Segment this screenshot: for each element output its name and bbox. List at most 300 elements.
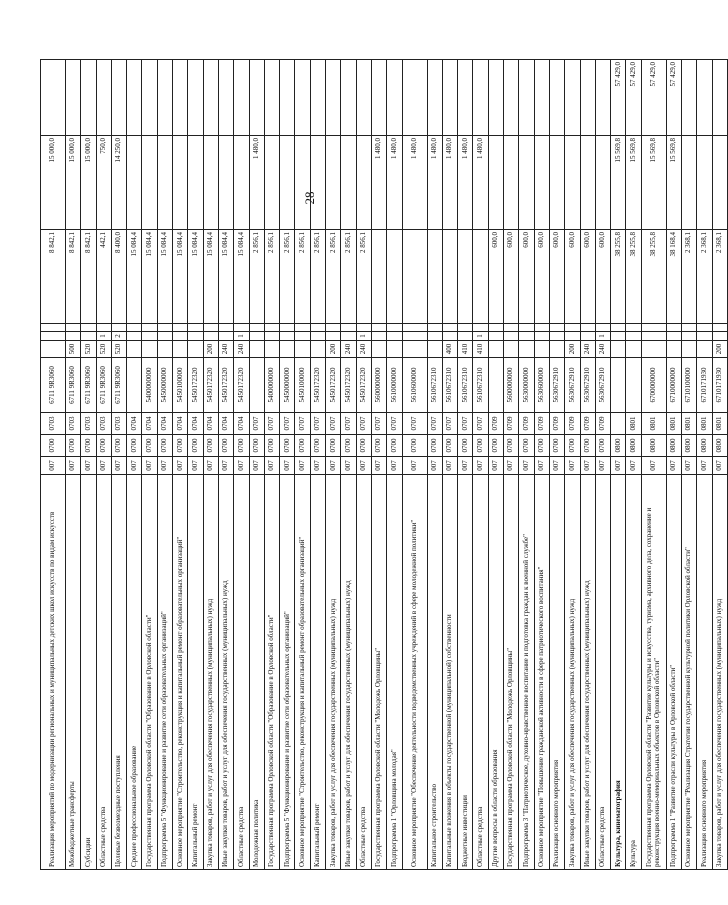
row-name: Реализация основного мероприятия — [697, 475, 712, 870]
extra-code — [234, 324, 249, 332]
subsection-code: 0707 — [473, 413, 488, 435]
admin-code: 007 — [402, 457, 427, 475]
extra-code — [681, 324, 696, 332]
section-code: 0800 — [626, 435, 641, 457]
table-row — [565, 60, 580, 870]
table-row — [473, 60, 488, 870]
admin-code: 007 — [681, 457, 696, 475]
table-row — [595, 60, 610, 870]
funding-source-code — [488, 332, 503, 341]
sum-year-3 — [473, 60, 488, 136]
target-code: 5450172320 — [356, 358, 371, 413]
extra-code — [712, 324, 727, 332]
extra-code — [626, 324, 641, 332]
expense-type-code: 240 — [234, 341, 249, 358]
sum-year-1: 2 856,1 — [356, 230, 371, 324]
funding-source-code — [534, 332, 549, 341]
admin-code: 007 — [534, 457, 549, 475]
row-name: Субсидии — [81, 475, 96, 870]
funding-source-code: 1 — [595, 332, 610, 341]
sum-year-1: 2 856,1 — [295, 230, 310, 324]
target-code: 5400000000 — [142, 358, 157, 413]
table-row — [666, 60, 681, 870]
sum-year-1: 2 856,1 — [264, 230, 279, 324]
sum-year-1: 600,0 — [595, 230, 610, 324]
sum-year-3 — [488, 60, 503, 136]
expense-type-code — [488, 341, 503, 358]
target-code: 6710000000 — [666, 358, 681, 413]
row-name: Подпрограмма 3 "Патриотическое, духовно-нравственное воспитание и подготовка граждан к военной службе" — [519, 475, 534, 870]
sum-year-2 — [565, 136, 580, 230]
sum-year-3 — [127, 60, 142, 136]
expense-type-code — [280, 341, 295, 358]
sum-year-3 — [173, 60, 188, 136]
sum-year-2 — [310, 136, 325, 230]
table-row — [66, 60, 81, 870]
sum-year-1: 15 084,4 — [218, 230, 233, 324]
subsection-code: 0801 — [697, 413, 712, 435]
subsection-code: 0704 — [234, 413, 249, 435]
funding-source-code — [173, 332, 188, 341]
sum-year-3 — [371, 60, 386, 136]
sum-year-1: 15 084,4 — [142, 230, 157, 324]
expense-type-code — [534, 341, 549, 358]
sum-year-1: 600,0 — [519, 230, 534, 324]
funding-source-code — [697, 332, 712, 341]
admin-code: 007 — [442, 457, 457, 475]
target-code: 5450172320 — [341, 358, 356, 413]
admin-code: 007 — [504, 457, 519, 475]
target-code: 5610000000 — [387, 358, 402, 413]
target-code — [488, 358, 503, 413]
table-body — [41, 60, 728, 870]
sum-year-2: 750,0 — [96, 136, 111, 230]
sum-year-1: 442,1 — [96, 230, 111, 324]
row-name: Реализация основного мероприятия — [549, 475, 564, 870]
section-code: 0700 — [173, 435, 188, 457]
funding-source-code — [295, 332, 310, 341]
admin-code: 007 — [310, 457, 325, 475]
sum-year-1: 15 084,4 — [234, 230, 249, 324]
row-name: Подпрограмма 1 "Орловщина молодая" — [387, 475, 402, 870]
section-code: 0700 — [203, 435, 218, 457]
section-code: 0800 — [712, 435, 727, 457]
sum-year-1: 15 084,4 — [157, 230, 172, 324]
table-row — [96, 60, 111, 870]
sum-year-2 — [188, 136, 203, 230]
sum-year-2 — [549, 136, 564, 230]
expense-type-code: 200 — [326, 341, 341, 358]
extra-code — [81, 324, 96, 332]
sum-year-1: 15 084,4 — [127, 230, 142, 324]
row-name: Межбюджетные трансферты — [66, 475, 81, 870]
sum-year-1: 8 842,1 — [81, 230, 96, 324]
sum-year-1: 600,0 — [580, 230, 595, 324]
table-row — [402, 60, 427, 870]
sum-year-3: 57 429,0 — [626, 60, 641, 136]
table-row — [264, 60, 279, 870]
sum-year-2 — [488, 136, 503, 230]
target-code: 6711 9R3060 — [41, 358, 66, 413]
sum-year-3 — [580, 60, 595, 136]
extra-code — [565, 324, 580, 332]
funding-source-code — [203, 332, 218, 341]
sum-year-3 — [341, 60, 356, 136]
sum-year-1 — [402, 230, 427, 324]
row-name: Другие вопросы в области образования — [488, 475, 503, 870]
section-code: 0700 — [295, 435, 310, 457]
expense-type-code: 200 — [565, 341, 580, 358]
expense-type-code: 520 — [111, 341, 126, 358]
sum-year-2 — [341, 136, 356, 230]
sum-year-3 — [249, 60, 264, 136]
table-row — [611, 60, 626, 870]
expense-type-code: 240 — [356, 341, 371, 358]
sum-year-2 — [356, 136, 371, 230]
table-row — [249, 60, 264, 870]
expense-type-code — [188, 341, 203, 358]
expense-type-code: 520 — [96, 341, 111, 358]
sum-year-2: 15 569,8 — [611, 136, 626, 230]
funding-source-code — [81, 332, 96, 341]
sum-year-3 — [157, 60, 172, 136]
expense-type-code — [697, 341, 712, 358]
extra-code — [458, 324, 473, 332]
target-code: 5610672310 — [442, 358, 457, 413]
target-code: 6711 9R3060 — [111, 358, 126, 413]
sum-year-2: 15 000,0 — [66, 136, 81, 230]
extra-code — [595, 324, 610, 332]
expense-type-code — [371, 341, 386, 358]
sum-year-2 — [697, 136, 712, 230]
section-code: 0700 — [488, 435, 503, 457]
admin-code: 007 — [519, 457, 534, 475]
sum-year-1 — [473, 230, 488, 324]
expense-type-code — [249, 341, 264, 358]
table-row — [626, 60, 641, 870]
expense-type-code: 240 — [595, 341, 610, 358]
target-code: 5630672910 — [595, 358, 610, 413]
subsection-code: 0704 — [127, 413, 142, 435]
row-name: Закупка товаров, работ и услуг для обеспечения государственных (муниципальных) нужд — [326, 475, 341, 870]
table-row — [681, 60, 696, 870]
extra-code — [641, 324, 666, 332]
section-code: 0700 — [41, 435, 66, 457]
extra-code — [356, 324, 371, 332]
extra-code — [402, 324, 427, 332]
admin-code: 007 — [641, 457, 666, 475]
section-code: 0700 — [157, 435, 172, 457]
target-code: 5450100000 — [295, 358, 310, 413]
admin-code: 007 — [96, 457, 111, 475]
expense-type-code: 410 — [458, 341, 473, 358]
subsection-code: 0709 — [549, 413, 564, 435]
target-code: 5450172320 — [310, 358, 325, 413]
row-name: Реализация мероприятий по модернизации региональных и муниципальных детских школ искусств по видам искусств — [41, 475, 66, 870]
table-row — [81, 60, 96, 870]
section-code: 0800 — [666, 435, 681, 457]
expense-type-code — [626, 341, 641, 358]
sum-year-3 — [534, 60, 549, 136]
subsection-code: 0707 — [249, 413, 264, 435]
sum-year-2: 15 569,8 — [641, 136, 666, 230]
admin-code: 007 — [580, 457, 595, 475]
table-row — [280, 60, 295, 870]
funding-source-code — [249, 332, 264, 341]
row-name: Основное мероприятие "Повышение гражданской активности в сфере патриотического воспитания" — [534, 475, 549, 870]
target-code: 5630672910 — [565, 358, 580, 413]
sum-year-3 — [442, 60, 457, 136]
subsection-code: 0704 — [203, 413, 218, 435]
expense-type-code: 200 — [712, 341, 727, 358]
funding-source-code — [188, 332, 203, 341]
target-code: 6710100000 — [681, 358, 696, 413]
subsection-code: 0709 — [580, 413, 595, 435]
funding-source-code — [371, 332, 386, 341]
subsection-code: 0709 — [504, 413, 519, 435]
funding-source-code — [402, 332, 427, 341]
row-name: Областные средства — [96, 475, 111, 870]
sum-year-2 — [234, 136, 249, 230]
sum-year-2: 15 000,0 — [81, 136, 96, 230]
table-row — [504, 60, 519, 870]
sum-year-3 — [712, 60, 727, 136]
sum-year-2: 1 480,0 — [473, 136, 488, 230]
sum-year-1: 2 856,1 — [249, 230, 264, 324]
extra-code — [188, 324, 203, 332]
section-code: 0800 — [681, 435, 696, 457]
section-code: 0700 — [81, 435, 96, 457]
sum-year-1: 2 856,1 — [341, 230, 356, 324]
sum-year-3 — [326, 60, 341, 136]
expense-type-code — [310, 341, 325, 358]
row-name: Основное мероприятие "Строительство, реконструкция и капитальный ремонт образовательных организаций" — [173, 475, 188, 870]
sum-year-2 — [504, 136, 519, 230]
section-code: 0700 — [534, 435, 549, 457]
extra-code — [173, 324, 188, 332]
funding-source-code — [611, 332, 626, 341]
admin-code: 007 — [295, 457, 310, 475]
table-row — [697, 60, 712, 870]
subsection-code: 0801 — [666, 413, 681, 435]
sum-year-3 — [81, 60, 96, 136]
sum-year-3 — [142, 60, 157, 136]
section-code: 0700 — [458, 435, 473, 457]
row-name: Капитальный ремонт — [188, 475, 203, 870]
section-code: 0700 — [127, 435, 142, 457]
sum-year-1: 2 368,1 — [712, 230, 727, 324]
row-name: Закупка товаров, работ и услуг для обеспечения государственных (муниципальных) нужд — [712, 475, 727, 870]
sum-year-3 — [41, 60, 66, 136]
extra-code — [697, 324, 712, 332]
section-code: 0700 — [442, 435, 457, 457]
admin-code: 007 — [712, 457, 727, 475]
sum-year-2 — [173, 136, 188, 230]
table-row — [218, 60, 233, 870]
admin-code: 007 — [595, 457, 610, 475]
target-code: 5450172320 — [188, 358, 203, 413]
subsection-code: 0709 — [595, 413, 610, 435]
sum-year-3 — [427, 60, 442, 136]
extra-code — [127, 324, 142, 332]
row-name: Капитальные вложения в объекты государственной (муниципальной) собственности — [442, 475, 457, 870]
admin-code: 007 — [142, 457, 157, 475]
target-code — [127, 358, 142, 413]
extra-code — [218, 324, 233, 332]
sum-year-3 — [96, 60, 111, 136]
table-row — [580, 60, 595, 870]
sum-year-2: 15 569,8 — [666, 136, 681, 230]
extra-code — [580, 324, 595, 332]
admin-code: 007 — [427, 457, 442, 475]
expense-type-code — [666, 341, 681, 358]
extra-code — [142, 324, 157, 332]
target-code: 6710171930 — [697, 358, 712, 413]
sum-year-1 — [427, 230, 442, 324]
table-row — [427, 60, 442, 870]
sum-year-1: 15 084,4 — [188, 230, 203, 324]
rotated-page-content — [40, 60, 724, 870]
row-name: Подпрограмма 1 "Развитие отрасли культуры в Орловской области" — [666, 475, 681, 870]
row-name: Закупка товаров, работ и услуг для обеспечения государственных (муниципальных) нужд — [203, 475, 218, 870]
subsection-code: 0704 — [173, 413, 188, 435]
subsection-code: 0707 — [442, 413, 457, 435]
table-row — [549, 60, 564, 870]
funding-source-code — [580, 332, 595, 341]
sum-year-2 — [203, 136, 218, 230]
expense-type-code: 500 — [66, 341, 81, 358]
funding-source-code — [127, 332, 142, 341]
extra-code — [249, 324, 264, 332]
section-code: 0700 — [387, 435, 402, 457]
section-code: 0700 — [188, 435, 203, 457]
subsection-code: 0707 — [458, 413, 473, 435]
section-code: 0700 — [402, 435, 427, 457]
funding-source-code — [666, 332, 681, 341]
expense-type-code — [173, 341, 188, 358]
sum-year-2: 15 000,0 — [41, 136, 66, 230]
section-code: 0800 — [641, 435, 666, 457]
sum-year-1: 600,0 — [488, 230, 503, 324]
section-code: 0700 — [519, 435, 534, 457]
expense-type-code: 520 — [81, 341, 96, 358]
sum-year-3 — [356, 60, 371, 136]
funding-source-code — [549, 332, 564, 341]
admin-code: 007 — [249, 457, 264, 475]
sum-year-2: 1 480,0 — [458, 136, 473, 230]
sum-year-2 — [326, 136, 341, 230]
section-code: 0700 — [264, 435, 279, 457]
sum-year-1: 38 255,8 — [611, 230, 626, 324]
table-row — [111, 60, 126, 870]
target-code — [249, 358, 264, 413]
sum-year-2: 1 480,0 — [402, 136, 427, 230]
row-name: Среднее профессиональное образование — [127, 475, 142, 870]
admin-code: 007 — [326, 457, 341, 475]
table-row — [127, 60, 142, 870]
subsection-code: 0707 — [326, 413, 341, 435]
funding-source-code — [427, 332, 442, 341]
extra-code — [326, 324, 341, 332]
section-code: 0700 — [356, 435, 371, 457]
expense-type-code — [427, 341, 442, 358]
subsection-code: 0707 — [341, 413, 356, 435]
extra-code — [111, 324, 126, 332]
expense-type-code — [127, 341, 142, 358]
section-code: 0700 — [249, 435, 264, 457]
row-name: Капитальное строительство — [427, 475, 442, 870]
subsection-code: 0707 — [310, 413, 325, 435]
admin-code: 007 — [127, 457, 142, 475]
admin-code: 007 — [565, 457, 580, 475]
section-code: 0700 — [326, 435, 341, 457]
table-row — [142, 60, 157, 870]
expense-type-code — [504, 341, 519, 358]
sum-year-2 — [264, 136, 279, 230]
funding-source-code — [641, 332, 666, 341]
section-code: 0700 — [310, 435, 325, 457]
section-code: 0700 — [371, 435, 386, 457]
row-name: Государственная программа Орловской области "Образование в Орловской области" — [264, 475, 279, 870]
subsection-code — [611, 413, 626, 435]
row-name: Целевые безвозмездные поступления — [111, 475, 126, 870]
admin-code: 007 — [81, 457, 96, 475]
expense-type-code — [295, 341, 310, 358]
admin-code: 007 — [626, 457, 641, 475]
sum-year-2 — [142, 136, 157, 230]
table-row — [295, 60, 310, 870]
admin-code: 007 — [387, 457, 402, 475]
sum-year-3: 57 429,0 — [641, 60, 666, 136]
funding-source-code: 1 — [356, 332, 371, 341]
subsection-code: 0704 — [142, 413, 157, 435]
row-name: Государственная программа Орловской области "Молодежь Орловщины" — [504, 475, 519, 870]
target-code: 6711 9R3060 — [66, 358, 81, 413]
target-code: 5610672310 — [458, 358, 473, 413]
sum-year-2 — [712, 136, 727, 230]
extra-code — [264, 324, 279, 332]
sum-year-3 — [234, 60, 249, 136]
expense-type-code — [264, 341, 279, 358]
subsection-code: 0704 — [218, 413, 233, 435]
admin-code: 007 — [280, 457, 295, 475]
row-name: Бюджетные инвестиции — [458, 475, 473, 870]
target-code: 5450172320 — [203, 358, 218, 413]
funding-source-code: 2 — [111, 332, 126, 341]
subsection-code: 0707 — [264, 413, 279, 435]
subsection-code: 0801 — [626, 413, 641, 435]
table-row — [387, 60, 402, 870]
target-code: 5630000000 — [519, 358, 534, 413]
admin-code: 007 — [264, 457, 279, 475]
sum-year-2 — [681, 136, 696, 230]
subsection-code: 0709 — [534, 413, 549, 435]
table-row — [488, 60, 503, 870]
admin-code: 007 — [341, 457, 356, 475]
admin-code: 007 — [371, 457, 386, 475]
budget-table — [40, 59, 728, 870]
sum-year-1: 38 168,4 — [666, 230, 681, 324]
sum-year-3 — [188, 60, 203, 136]
admin-code: 007 — [203, 457, 218, 475]
expense-type-code: 240 — [580, 341, 595, 358]
sum-year-3 — [280, 60, 295, 136]
admin-code: 007 — [173, 457, 188, 475]
extra-code — [442, 324, 457, 332]
extra-code — [371, 324, 386, 332]
funding-source-code — [264, 332, 279, 341]
expense-type-code — [611, 341, 626, 358]
